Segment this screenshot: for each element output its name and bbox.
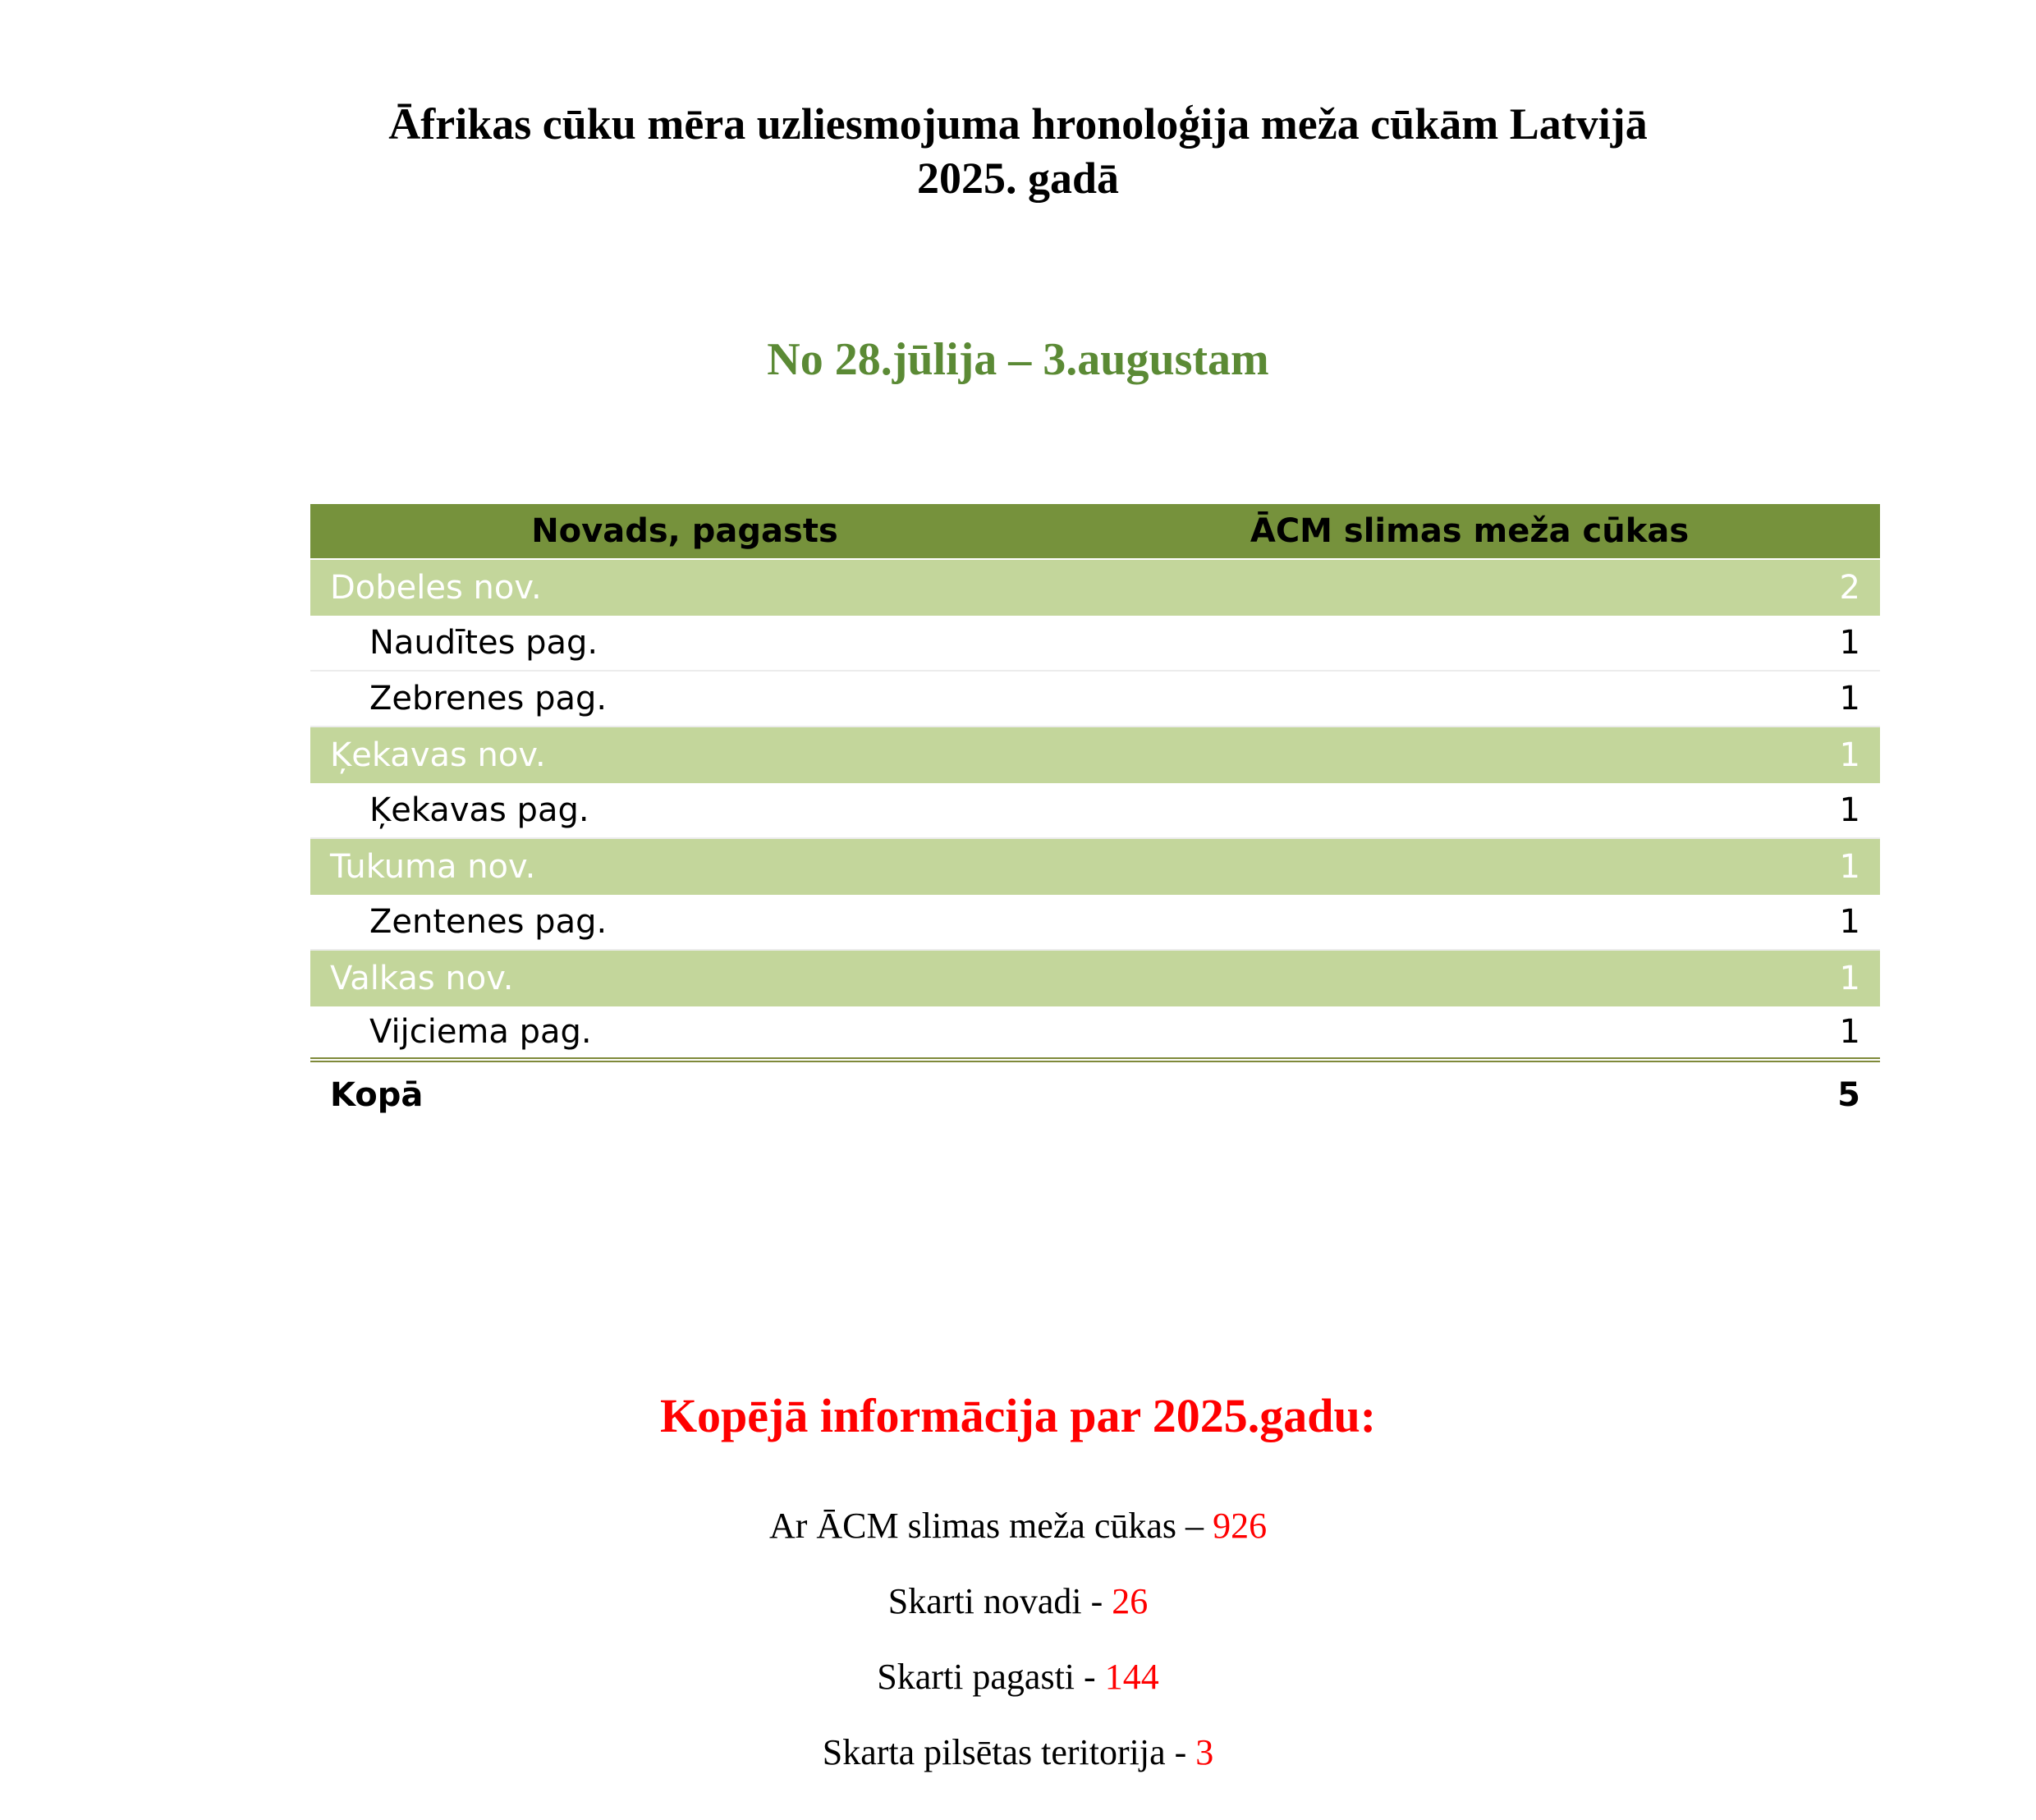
table-row-region bbox=[310, 560, 1880, 616]
region-count: 1 bbox=[1839, 736, 1860, 774]
summary-label: Skarti pagasti - bbox=[877, 1657, 1105, 1697]
parish-name: Vijciema pag. bbox=[369, 1013, 592, 1051]
summary-line-regions bbox=[0, 1579, 2036, 1624]
region-name: Valkas nov. bbox=[330, 960, 514, 997]
period-subtitle: No 28.jūlija – 3.augustam bbox=[767, 334, 1269, 385]
region-count: 2 bbox=[1839, 569, 1860, 607]
parish-count: 1 bbox=[1839, 791, 1860, 829]
table-row-region bbox=[310, 727, 1880, 783]
summary-label: Skarti novadi - bbox=[887, 1581, 1112, 1621]
parish-count: 1 bbox=[1839, 680, 1860, 717]
summary-value: 144 bbox=[1104, 1657, 1159, 1697]
yearly-summary bbox=[0, 1387, 2036, 1775]
summary-label: Ar ĀCM slimas meža cūkas – bbox=[768, 1506, 1213, 1546]
title-line-2: 2025. gadā bbox=[916, 154, 1120, 203]
table-row-parish bbox=[310, 672, 1880, 727]
header-cases-column: ĀCM slimas meža cūkas bbox=[1250, 512, 1690, 550]
region-count: 1 bbox=[1839, 960, 1860, 997]
region-name: Tukuma nov. bbox=[330, 848, 536, 886]
summary-line-cities bbox=[0, 1731, 2036, 1775]
parish-count: 1 bbox=[1839, 903, 1860, 941]
header-region-column: Novads, pagasts bbox=[531, 512, 838, 550]
summary-value: 3 bbox=[1195, 1732, 1214, 1772]
cases-table bbox=[310, 504, 1880, 1128]
summary-value: 926 bbox=[1213, 1506, 1268, 1546]
table-row-parish bbox=[310, 783, 1880, 839]
parish-count: 1 bbox=[1839, 1013, 1860, 1051]
summary-line-parishes bbox=[0, 1655, 2036, 1699]
summary-line-cases bbox=[0, 1504, 2036, 1548]
table-row-parish bbox=[310, 895, 1880, 951]
summary-value: 26 bbox=[1112, 1581, 1149, 1621]
total-label: Kopā bbox=[330, 1076, 424, 1114]
title-line-1: Āfrikas cūku mēra uzliesmojuma hronoloģija meža cūkām Latvijā bbox=[388, 99, 1648, 149]
table-row-region bbox=[310, 839, 1880, 895]
total-count: 5 bbox=[1837, 1076, 1860, 1114]
parish-name: Zentenes pag. bbox=[369, 903, 608, 941]
table-row-parish bbox=[310, 616, 1880, 672]
region-name: Dobeles nov. bbox=[330, 569, 542, 607]
table-row-parish bbox=[310, 1006, 1880, 1062]
parish-name: Zebrenes pag. bbox=[369, 680, 608, 717]
table-header bbox=[310, 504, 1880, 560]
table-row-region bbox=[310, 951, 1880, 1006]
summary-title: Kopējā informācija par 2025.gadu: bbox=[659, 1389, 1377, 1442]
parish-count: 1 bbox=[1839, 624, 1860, 662]
table-row-total bbox=[310, 1062, 1880, 1128]
region-name: Ķekavas nov. bbox=[330, 736, 546, 774]
region-count: 1 bbox=[1839, 848, 1860, 886]
summary-label: Skarta pilsētas teritorija - bbox=[822, 1732, 1196, 1772]
document-title bbox=[0, 97, 2036, 205]
parish-name: Naudītes pag. bbox=[369, 624, 598, 662]
parish-name: Ķekavas pag. bbox=[369, 791, 589, 829]
